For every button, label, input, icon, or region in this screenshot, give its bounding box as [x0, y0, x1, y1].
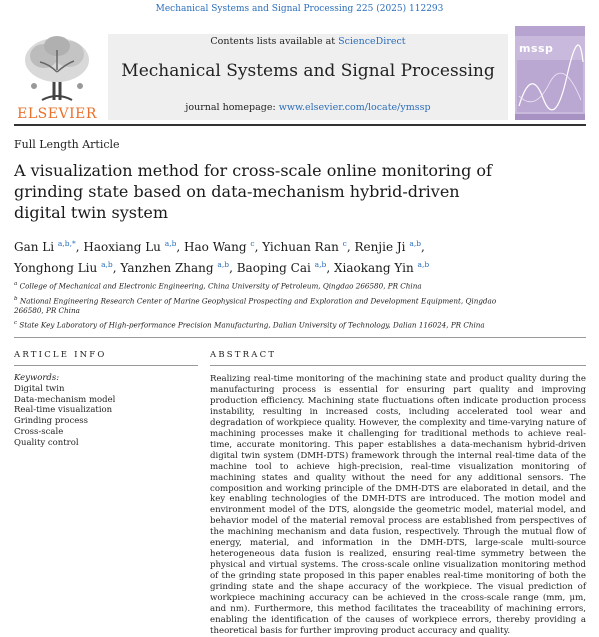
keyword-item: Cross-scale	[14, 426, 64, 437]
author-affiliation-marker[interactable]: a,b	[101, 260, 113, 269]
author-name[interactable]: Haoxiang Lu $^{a,b}$	[83, 239, 177, 254]
elsevier-tree-logo	[14, 32, 100, 120]
author-name[interactable]: Yichuan Ran $^c$	[262, 239, 347, 254]
article-title: A visualization method for cross-scale online monitoring of grinding state based on data-mechanism hybrid-driven digital twin system	[14, 161, 492, 222]
author-name[interactable]: Yanzhen Zhang $^{a,b}$	[120, 260, 230, 275]
keyword-item: Data-mechanism model	[14, 394, 116, 405]
journal-title: Mechanical Systems and Signal Processing	[121, 61, 495, 81]
keyword-item: Digital twin	[14, 383, 65, 394]
affiliations	[14, 279, 504, 333]
publisher-logo-text: ELSEVIER	[17, 106, 97, 122]
affiliation-item: $^a$ College of Mechanical and Electronic Engineering, China University of Petroleum, Qingdao 266580, PR China	[14, 281, 422, 291]
journal-cover-thumbnail[interactable]	[515, 26, 585, 120]
affiliation-item: $^b$ National Engineering Research Center of Marine Geophysical Prospecting and Exploration and Development Equipment, Qingdao 266580, PR China	[14, 295, 497, 316]
journal-citation[interactable]: Mechanical Systems and Signal Processing 225 (2025) 112293	[155, 4, 444, 14]
journal-banner	[108, 34, 508, 120]
keyword-item: Quality control	[14, 437, 79, 448]
article-type: Full Length Article	[14, 138, 120, 151]
author-affiliation-marker[interactable]: a,b	[417, 260, 430, 269]
article-info-divider	[14, 365, 198, 366]
abstract-divider	[210, 365, 586, 366]
keyword-item: Real-time visualization	[14, 405, 113, 416]
contents-line	[108, 36, 508, 47]
affiliation-divider	[14, 337, 586, 338]
cover-art-icon	[515, 26, 585, 120]
abstract-text: Realizing real-time monitoring of the machining state and product quality during the manufacturing process is essential for ensuring part quality and improving production efficiency. Machining state fluctuations often indicate production process instability, resulting in increased costs, including accelerated tool wear and degradation of workpiece quality. However, the complexity and time-varying nature of machining processes make it challenging for traditional methods to achieve real-time, accurate monitoring. This paper establishes a data-mechanism hybrid-driven digital twin system (DMH-DTS) framework through the internal real-time data of the machine tool to achieve high-precision, real-time visualization monitoring of machining states and quality without the need for any additional sensors. The composition and working principle of the DMH-DTS are elaborated in detail, and the key enabling technologies of the DMH-DTS are introduced. The motion model and environment model of the DTS, alongside the geometric model, material model, and behavior model of the material removal process are established from perspectives of the machining mechanism and data fusion, respectively. Through the mutual flow of energy, material, and information in the DMH-DTS, large-scale multi-source heterogeneous data fusion is realized, ensuring real-time symmetry between the physical and virtual systems. The cross-scale online visualization monitoring method of the grinding state proposed in this paper enables real-time monitoring of both the grinding state and the shape accuracy of the workpiece. The visual prediction of workpiece machining accuracy can be achieved in the cross-scale range (mm, μm, and nm). Furthermore, this method facilitates the traceability of machining errors, enabling the identification of the causes of workpiece errors, thereby providing a theoretical basis for further improving product accuracy and quality.	[210, 374, 586, 636]
author-affiliation-marker[interactable]: a,b	[314, 260, 327, 269]
sciencedirect-link[interactable]: ScienceDirect	[338, 36, 406, 47]
affiliation-item: $^c$ State Key Laboratory of High-performance Precision Manufacturing, Dalian University of Technology, Dalian 116024, PR China	[14, 320, 485, 330]
tree-logo-icon	[14, 32, 100, 102]
author-affiliation-marker[interactable]: a,b	[217, 260, 230, 269]
author-name[interactable]: Baoping Cai $^{a,b}$	[236, 260, 327, 275]
author-affiliation-marker[interactable]: c	[342, 239, 347, 248]
cover-label: mssp	[519, 42, 554, 55]
author-name[interactable]: Hao Wang $^c$	[184, 239, 255, 254]
journal-homepage-link[interactable]: www.elsevier.com/locate/ymssp	[278, 102, 431, 113]
abstract-heading: ABSTRACT	[210, 350, 277, 360]
author-affiliation-marker[interactable]: c	[250, 239, 255, 248]
homepage-prefix: journal homepage:	[185, 102, 279, 113]
author-name[interactable]: Xiaokang Yin $^{a,b}$	[333, 260, 430, 275]
keywords-block	[14, 373, 198, 449]
keywords-label: Keywords:	[14, 373, 60, 383]
author-affiliation-marker[interactable]: a,b	[164, 239, 177, 248]
homepage-line	[108, 102, 508, 113]
author-affiliation-marker[interactable]: a,b	[409, 239, 422, 248]
keyword-item: Grinding process	[14, 416, 88, 427]
header-divider	[14, 124, 586, 126]
article-info-heading: ARTICLE INFO	[14, 350, 107, 360]
author-list: Gan Li $^{a,b,*}$, Haoxiang Lu $^{a,b}$, Hao Wang $^c$, Yichuan Ran $^c$, Renjie Ji $^{a,b}$, Yonghong Liu $^{a,b}$, Yanzhen Zhang $^{a,b}$, Baoping Cai $^{a,b}$, Xiaokang Yin $^{a,b}$	[14, 239, 430, 275]
author-name[interactable]: Gan Li $^{a,b,*}$	[14, 239, 76, 254]
contents-prefix: Contents lists available at	[210, 36, 339, 47]
journal-header	[14, 24, 586, 120]
author-affiliation-marker[interactable]: a,b,*	[57, 239, 76, 248]
author-name[interactable]: Renjie Ji $^{a,b}$	[354, 239, 422, 254]
author-name[interactable]: Yonghong Liu $^{a,b}$	[14, 260, 113, 275]
